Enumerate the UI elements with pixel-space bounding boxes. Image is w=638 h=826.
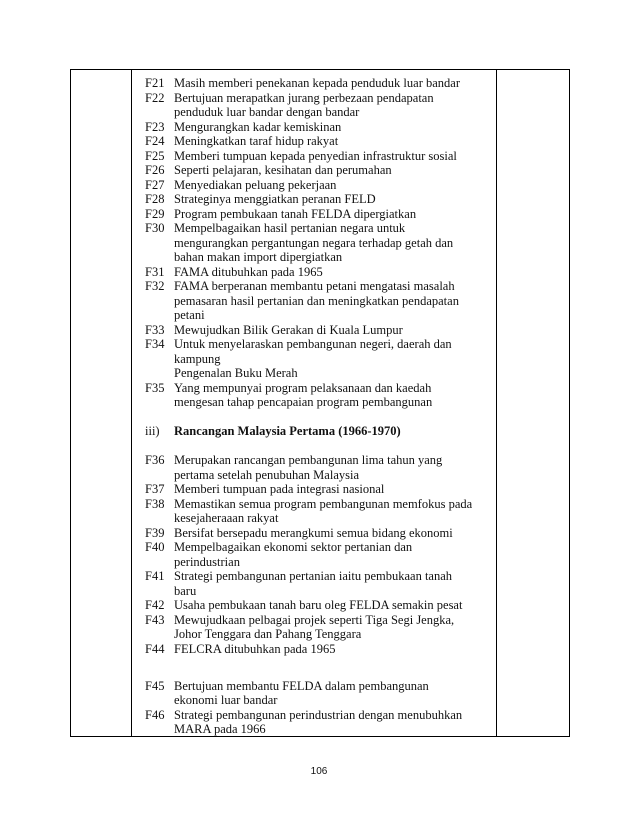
page-number: 106 xyxy=(310,766,328,777)
list-item xyxy=(145,381,490,396)
item-code xyxy=(145,352,174,367)
list-item xyxy=(145,207,490,222)
item-text: Untuk menyelaraskan pembangunan negeri, daerah dan xyxy=(174,337,452,351)
spacer xyxy=(145,439,490,454)
item-text: Strategi pembangunan pertanian iaitu pembukaan tanah xyxy=(174,569,453,583)
item-code: F43 xyxy=(145,612,165,627)
item-code: F25 xyxy=(145,148,165,163)
item-code xyxy=(145,294,174,309)
item-text: penduduk luar bandar dengan bandar xyxy=(174,105,360,119)
item-code: F42 xyxy=(145,598,165,612)
item-text: Seperti pelajaran, kesihatan dan perumahan xyxy=(174,163,392,177)
section-number: iii) xyxy=(145,424,160,438)
item-text: petani xyxy=(174,308,205,322)
content-table xyxy=(70,69,570,737)
list-item xyxy=(145,613,490,628)
item-code: F33 xyxy=(145,322,165,337)
item-code xyxy=(145,395,174,410)
item-text: pemasaran hasil pertanian dan meningkatkan pendapatan xyxy=(174,293,459,308)
item-list-2 xyxy=(145,453,490,656)
item-code: F46 xyxy=(145,707,165,722)
item-text: baru xyxy=(174,583,197,598)
list-item xyxy=(145,163,490,178)
list-item-continuation xyxy=(145,395,490,410)
list-item xyxy=(145,569,490,584)
list-item-continuation xyxy=(145,105,490,120)
item-code: F28 xyxy=(145,192,165,206)
item-text: Mewujudkaan pelbagai projek seperti Tiga Segi Jengka, xyxy=(174,612,455,627)
item-code: F41 xyxy=(145,569,165,583)
item-text: Strateginya menggiatkan peranan FELD xyxy=(174,192,376,206)
item-text: Memberi tumpuan kepada penyedian infrastruktur sosial xyxy=(174,148,457,163)
item-text: Merupakan rancangan pembangunan lima tahun yang xyxy=(174,453,443,467)
item-code: F40 xyxy=(145,540,165,554)
item-text: Johor Tenggara dan Pahang Tenggara xyxy=(174,627,362,641)
item-code xyxy=(145,722,174,737)
list-item-continuation xyxy=(145,308,490,323)
list-item xyxy=(145,149,490,164)
column-divider-right xyxy=(496,70,497,736)
item-text: Meningkatkan taraf hidup rakyat xyxy=(174,134,339,148)
item-text: perindustrian xyxy=(174,554,240,569)
item-list-3 xyxy=(145,679,490,737)
list-item xyxy=(145,279,490,294)
item-text: Pengenalan Buku Merah xyxy=(174,366,298,380)
item-text: Bersifat bersepadu merangkumi semua bidang ekonomi xyxy=(174,525,453,540)
item-code: F30 xyxy=(145,221,165,235)
item-text: FAMA berperanan membantu petani mengatasi masalah xyxy=(174,279,455,293)
item-text: ekonomi luar bandar xyxy=(174,693,278,707)
item-text: pertama setelah penubuhan Malaysia xyxy=(174,467,359,482)
list-item xyxy=(145,221,490,236)
item-text: Menyediakan peluang pekerjaan xyxy=(174,177,337,192)
item-code: F34 xyxy=(145,337,165,351)
list-item xyxy=(145,708,490,723)
item-code xyxy=(145,366,174,381)
item-code: F21 xyxy=(145,76,165,90)
item-code: F29 xyxy=(145,206,165,221)
item-text: mengesan tahap pencapaian program pembangunan xyxy=(174,395,433,409)
item-text: Memberi tumpuan pada integrasi nasional xyxy=(174,482,385,496)
list-item xyxy=(145,323,490,338)
item-list-1 xyxy=(145,76,490,410)
list-item-continuation xyxy=(145,468,490,483)
item-code: F38 xyxy=(145,496,165,511)
item-text: bahan makan import dipergiatkan xyxy=(174,250,343,264)
item-code: F39 xyxy=(145,525,165,540)
item-code xyxy=(145,555,174,570)
item-code: F32 xyxy=(145,279,165,293)
item-code: F45 xyxy=(145,678,165,693)
list-item xyxy=(145,120,490,135)
item-code: F35 xyxy=(145,380,165,395)
item-code xyxy=(145,236,174,251)
item-code: F37 xyxy=(145,482,165,496)
item-code xyxy=(145,250,174,265)
list-item xyxy=(145,192,490,207)
item-code: F23 xyxy=(145,119,165,134)
list-item xyxy=(145,497,490,512)
list-item-continuation xyxy=(145,250,490,265)
item-text: Program pembukaan tanah FELDA dipergiatkan xyxy=(174,206,417,221)
content-column xyxy=(145,76,490,737)
list-item xyxy=(145,178,490,193)
item-code xyxy=(145,511,174,526)
item-code xyxy=(145,468,174,483)
item-text: Strategi pembangunan perindustrian dengan menubuhkan xyxy=(174,707,463,722)
item-code: F31 xyxy=(145,264,165,279)
spacer xyxy=(145,410,490,425)
list-item-continuation xyxy=(145,693,490,708)
item-text: Bertujuan merapatkan jurang perbezaan pendapatan xyxy=(174,90,434,105)
section-heading xyxy=(145,424,490,439)
item-code xyxy=(145,693,174,708)
list-item xyxy=(145,265,490,280)
list-item-continuation xyxy=(145,627,490,642)
item-code: F22 xyxy=(145,90,165,105)
item-text: MARA pada 1966 xyxy=(174,722,266,736)
item-text: Bertujuan membantu FELDA dalam pembangunan xyxy=(174,678,429,693)
list-item xyxy=(145,540,490,555)
list-item xyxy=(145,642,490,657)
item-text: kesejaheraaan rakyat xyxy=(174,511,279,525)
column-divider-left xyxy=(131,70,132,736)
item-text: Yang mempunyai program pelaksanaan dan kaedah xyxy=(174,380,432,395)
list-item xyxy=(145,134,490,149)
list-item xyxy=(145,598,490,613)
item-text: Memastikan semua program pembangunan memfokus pada xyxy=(174,496,473,511)
list-item-continuation xyxy=(145,511,490,526)
item-text: Mewujudkan Bilik Gerakan di Kuala Lumpur xyxy=(174,322,403,337)
item-text: kampung xyxy=(174,351,221,366)
item-code: F24 xyxy=(145,134,165,148)
item-code: F44 xyxy=(145,641,165,656)
list-item-continuation xyxy=(145,722,490,737)
list-item xyxy=(145,337,490,352)
item-text: Mengurangkan kadar kemiskinan xyxy=(174,119,342,134)
list-item-continuation xyxy=(145,584,490,599)
item-text: Masih memberi penekanan kepada penduduk luar bandar xyxy=(174,76,461,90)
item-text: FELCRA ditubuhkan pada 1965 xyxy=(174,641,336,656)
section-title: Rancangan Malaysia Pertama (1966-1970) xyxy=(174,424,401,438)
list-item xyxy=(145,453,490,468)
item-text: mengurangkan pergantungan negara terhadap getah dan xyxy=(174,235,454,250)
list-item xyxy=(145,482,490,497)
list-item xyxy=(145,91,490,106)
item-code xyxy=(145,584,174,599)
list-item xyxy=(145,76,490,91)
item-text: Mempelbagaikan ekonomi sektor pertanian dan xyxy=(174,540,413,554)
item-code xyxy=(145,308,174,323)
list-item-continuation xyxy=(145,352,490,367)
item-text: FAMA ditubuhkan pada 1965 xyxy=(174,264,323,279)
list-item xyxy=(145,526,490,541)
list-item-continuation xyxy=(145,236,490,251)
item-code: F26 xyxy=(145,163,165,177)
list-item-continuation xyxy=(145,366,490,381)
list-item xyxy=(145,679,490,694)
item-code xyxy=(145,105,174,120)
list-item-continuation xyxy=(145,555,490,570)
item-code xyxy=(145,627,174,642)
item-text: Usaha pembukaan tanah baru oleg FELDA semakin pesat xyxy=(174,598,463,612)
item-code: F27 xyxy=(145,177,165,192)
list-item-continuation xyxy=(145,294,490,309)
item-code: F36 xyxy=(145,453,165,467)
item-text: Mempelbagaikan hasil pertanian negara untuk xyxy=(174,221,406,235)
